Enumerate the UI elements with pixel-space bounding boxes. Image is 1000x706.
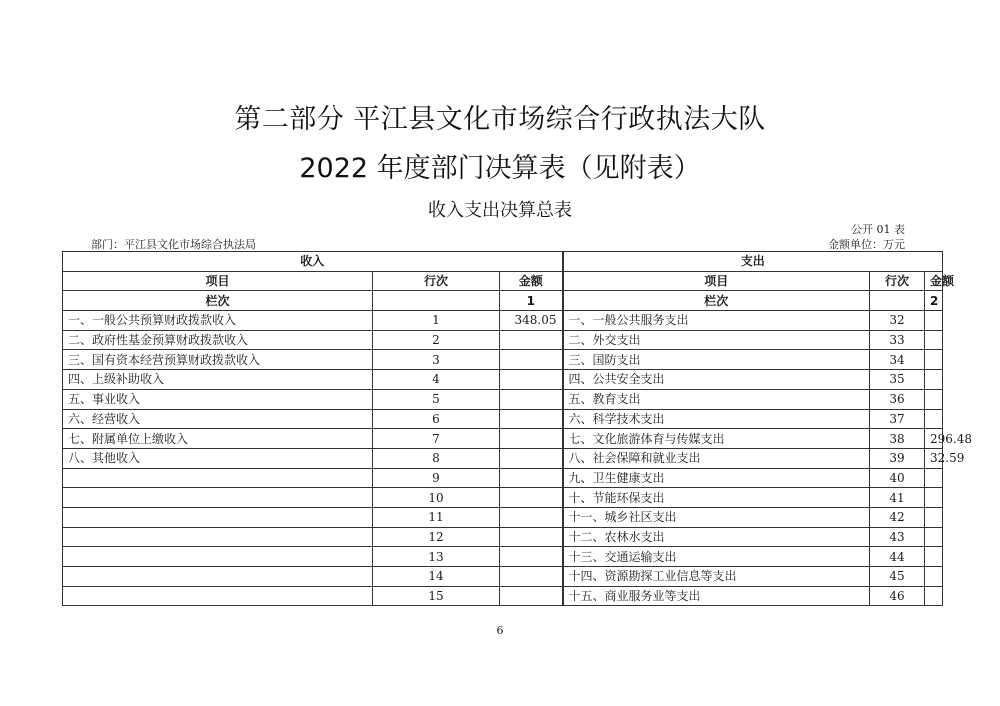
expense-item-cell: 十、节能环保支出 bbox=[563, 488, 870, 508]
income-item-cell: 八、其他收入 bbox=[63, 448, 373, 468]
expense-rowno-cell: 32 bbox=[870, 311, 925, 331]
income-item-cell bbox=[63, 586, 373, 606]
expense-lanci-blank bbox=[870, 291, 925, 311]
income-item-header: 项目 bbox=[63, 271, 373, 291]
income-amount-cell bbox=[500, 429, 563, 449]
expense-amount-cell bbox=[925, 370, 943, 390]
expense-amount-cell: 296.48 bbox=[925, 429, 943, 449]
income-item-cell bbox=[63, 567, 373, 587]
income-lanci-blank bbox=[373, 291, 500, 311]
expense-rowno-cell: 40 bbox=[870, 468, 925, 488]
expense-rowno-cell: 34 bbox=[870, 350, 925, 370]
income-rowno-cell: 7 bbox=[373, 429, 500, 449]
table-row bbox=[63, 389, 943, 409]
expense-rowno-cell: 35 bbox=[870, 370, 925, 390]
expense-rowno-cell: 38 bbox=[870, 429, 925, 449]
income-lanci-label: 栏次 bbox=[63, 291, 373, 311]
expense-amount-cell bbox=[925, 567, 943, 587]
expense-amount-cell bbox=[925, 311, 943, 331]
income-item-cell bbox=[63, 547, 373, 567]
table-row bbox=[63, 370, 943, 390]
income-amount-cell bbox=[500, 488, 563, 508]
expense-amount-cell bbox=[925, 389, 943, 409]
form-code: 公开 01 表 bbox=[851, 223, 905, 236]
expense-amount-cell bbox=[925, 507, 943, 527]
document-title-line2: 2022 年度部门决算表（见附表） bbox=[299, 153, 701, 184]
income-rowno-cell: 13 bbox=[373, 547, 500, 567]
expense-item-cell: 二、外交支出 bbox=[563, 330, 870, 350]
expense-section-header: 支出 bbox=[563, 252, 943, 272]
expense-amount-cell bbox=[925, 350, 943, 370]
income-amount-cell bbox=[500, 448, 563, 468]
expense-rowno-header: 行次 bbox=[870, 271, 925, 291]
table-subtitle: 收入支出决算总表 bbox=[428, 200, 572, 221]
income-expense-table bbox=[62, 251, 973, 606]
table-row bbox=[63, 311, 943, 331]
expense-rowno-cell: 42 bbox=[870, 507, 925, 527]
income-item-cell bbox=[63, 507, 373, 527]
income-amount-cell bbox=[500, 370, 563, 390]
department-label: 部门：平江县文化市场综合执法局 bbox=[91, 238, 256, 251]
income-item-cell bbox=[63, 468, 373, 488]
expense-amount-cell bbox=[925, 586, 943, 606]
income-amount-cell bbox=[500, 567, 563, 587]
income-amount-cell bbox=[500, 586, 563, 606]
amount-unit-label: 金额单位：万元 bbox=[828, 238, 905, 251]
income-amount-cell bbox=[500, 468, 563, 488]
expense-rowno-cell: 37 bbox=[870, 409, 925, 429]
income-rowno-cell: 6 bbox=[373, 409, 500, 429]
expense-amount-cell bbox=[925, 330, 943, 350]
page-number: 6 bbox=[496, 624, 504, 637]
table-row bbox=[63, 429, 943, 449]
expense-item-cell: 九、卫生健康支出 bbox=[563, 468, 870, 488]
income-amount-cell: 348.05 bbox=[500, 311, 563, 331]
income-amount-cell bbox=[500, 330, 563, 350]
income-item-cell: 四、上级补助收入 bbox=[63, 370, 373, 390]
income-rowno-cell: 3 bbox=[373, 350, 500, 370]
table-row bbox=[63, 488, 943, 508]
expense-amount-cell bbox=[925, 527, 943, 547]
expense-amount-cell: 32.59 bbox=[925, 448, 943, 468]
income-rowno-cell: 12 bbox=[373, 527, 500, 547]
expense-item-header: 项目 bbox=[563, 271, 870, 291]
expense-col-number: 2 bbox=[925, 291, 943, 311]
expense-rowno-cell: 36 bbox=[870, 389, 925, 409]
expense-amount-cell bbox=[925, 468, 943, 488]
table-row bbox=[63, 330, 943, 350]
income-amount-cell bbox=[500, 409, 563, 429]
expense-item-cell: 一、一般公共服务支出 bbox=[563, 311, 870, 331]
income-rowno-cell: 8 bbox=[373, 448, 500, 468]
expense-rowno-cell: 39 bbox=[870, 448, 925, 468]
expense-item-cell: 七、文化旅游体育与传媒支出 bbox=[563, 429, 870, 449]
income-rowno-cell: 11 bbox=[373, 507, 500, 527]
table-row bbox=[63, 507, 943, 527]
expense-rowno-cell: 41 bbox=[870, 488, 925, 508]
income-amount-header: 金额 bbox=[500, 271, 563, 291]
income-item-cell: 五、事业收入 bbox=[63, 389, 373, 409]
expense-item-cell: 四、公共安全支出 bbox=[563, 370, 870, 390]
expense-amount-header: 金额 bbox=[925, 271, 943, 291]
column-header-row bbox=[63, 271, 943, 291]
table-row bbox=[63, 448, 943, 468]
income-rowno-cell: 1 bbox=[373, 311, 500, 331]
expense-item-cell: 十四、资源勘探工业信息等支出 bbox=[563, 567, 870, 587]
income-amount-cell bbox=[500, 527, 563, 547]
expense-rowno-cell: 45 bbox=[870, 567, 925, 587]
income-amount-cell bbox=[500, 507, 563, 527]
income-amount-cell bbox=[500, 547, 563, 567]
expense-rowno-cell: 44 bbox=[870, 547, 925, 567]
expense-item-cell: 十二、农林水支出 bbox=[563, 527, 870, 547]
lanci-row bbox=[63, 291, 943, 311]
table-row bbox=[63, 468, 943, 488]
expense-amount-cell bbox=[925, 547, 943, 567]
table-row bbox=[63, 527, 943, 547]
expense-amount-cell bbox=[925, 488, 943, 508]
income-rowno-cell: 14 bbox=[373, 567, 500, 587]
income-col-number: 1 bbox=[500, 291, 563, 311]
expense-item-cell: 十五、商业服务业等支出 bbox=[563, 586, 870, 606]
income-rowno-cell: 10 bbox=[373, 488, 500, 508]
income-item-cell bbox=[63, 488, 373, 508]
expense-item-cell: 十三、交通运输支出 bbox=[563, 547, 870, 567]
expense-item-cell: 三、国防支出 bbox=[563, 350, 870, 370]
expense-rowno-cell: 46 bbox=[870, 586, 925, 606]
expense-item-cell: 五、教育支出 bbox=[563, 389, 870, 409]
table-row bbox=[63, 409, 943, 429]
income-item-cell: 三、国有资本经营预算财政拨款收入 bbox=[63, 350, 373, 370]
table-row bbox=[63, 567, 943, 587]
income-rowno-cell: 9 bbox=[373, 468, 500, 488]
income-rowno-cell: 4 bbox=[373, 370, 500, 390]
income-item-cell: 六、经营收入 bbox=[63, 409, 373, 429]
income-item-cell: 二、政府性基金预算财政拨款收入 bbox=[63, 330, 373, 350]
document-title-line1: 第二部分 平江县文化市场综合行政执法大队 bbox=[234, 104, 766, 135]
table-row bbox=[63, 586, 943, 606]
income-item-cell: 七、附属单位上缴收入 bbox=[63, 429, 373, 449]
expense-rowno-cell: 43 bbox=[870, 527, 925, 547]
income-rowno-header: 行次 bbox=[373, 271, 500, 291]
income-item-cell: 一、一般公共预算财政拨款收入 bbox=[63, 311, 373, 331]
section-header-row bbox=[63, 252, 943, 272]
expense-lanci-label: 栏次 bbox=[563, 291, 870, 311]
expense-item-cell: 八、社会保障和就业支出 bbox=[563, 448, 870, 468]
income-item-cell bbox=[63, 527, 373, 547]
income-section-header: 收入 bbox=[63, 252, 563, 272]
income-amount-cell bbox=[500, 350, 563, 370]
income-rowno-cell: 5 bbox=[373, 389, 500, 409]
table-row bbox=[63, 350, 943, 370]
expense-rowno-cell: 33 bbox=[870, 330, 925, 350]
income-rowno-cell: 2 bbox=[373, 330, 500, 350]
income-rowno-cell: 15 bbox=[373, 586, 500, 606]
expense-item-cell: 十一、城乡社区支出 bbox=[563, 507, 870, 527]
expense-item-cell: 六、科学技术支出 bbox=[563, 409, 870, 429]
income-amount-cell bbox=[500, 389, 563, 409]
table-row bbox=[63, 547, 943, 567]
expense-amount-cell bbox=[925, 409, 943, 429]
